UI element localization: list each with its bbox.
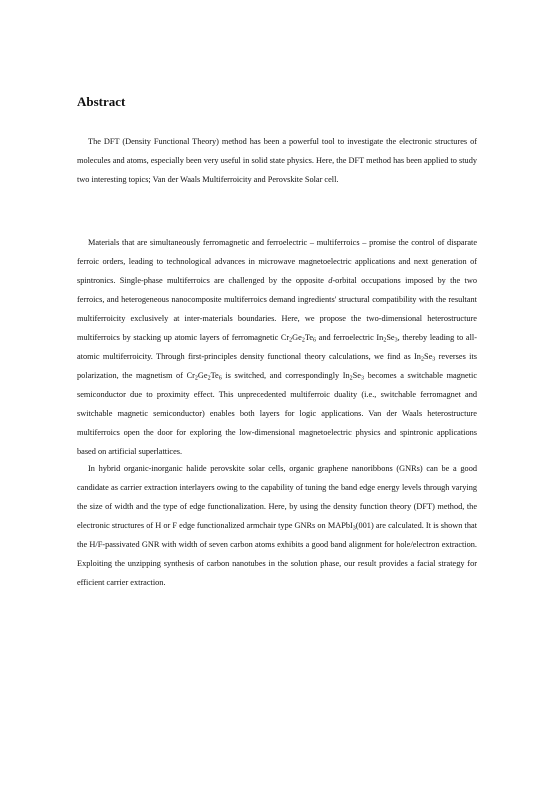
paragraph-multiferroics (77, 233, 477, 461)
text-run: Ge (292, 333, 302, 342)
text-run: (001) are calculated. It is shown that the H/F-passivated GNR with width of seven carbon atoms exhibits a good band alignment for hole/electron extraction. Exploiting the unzipping synthesis of carbon nanotubes in the solution phase, our result provides a facial strategy for efficient carrier extraction. (77, 521, 477, 587)
subscript: 2 (194, 375, 198, 382)
subscript: 2 (301, 337, 305, 344)
text-run: -orbital occupations imposed by the two ferroics, and heterogeneous nanocomposite multiferroics demand ingredients' structural compatibility with the resultant multiferroicity exclusively at inter-materials boundaries. Here, we propose the two-dimensional heterostructure multiferroics by stacking up atomic layers of ferromagnetic Cr (77, 276, 477, 342)
subscript: 6 (218, 375, 222, 382)
text-run: Se (352, 371, 361, 380)
text-run: Te (304, 333, 314, 342)
text-run: The DFT (Density Functional Theory) method has been a powerful tool to investigate the electronic structures of molecules and atoms, especially been very useful in solid state physics. Here, the DFT method has been applied to study two interesting topics; Van der Waals Multiferroicity and Perovskite Solar cell. (77, 137, 477, 184)
text-run: reverses its polarization, the magnetism of Cr (77, 352, 477, 380)
subscript: 2 (420, 356, 424, 363)
text-run: Te (210, 371, 219, 380)
text-run: and ferroelectric In (316, 333, 384, 342)
subscript: 2 (289, 337, 293, 344)
text-run: is switched, and correspondingly In (221, 371, 350, 380)
subscript: 6 (313, 337, 317, 344)
italic-text: d (328, 276, 333, 285)
subscript: 3 (352, 525, 356, 532)
subscript: 2 (207, 375, 211, 382)
paragraph-perovskite (77, 459, 477, 592)
text-run: Se (386, 333, 395, 342)
text-run: In hybrid organic-inorganic halide perovskite solar cells, organic graphene nanoribbons (GNRs) can be a good candidate as carrier extraction interlayers owing to the capability of tuning the band edge energy levels through varying the size of width and the type of edge functionalization. Here, by using the density function theory (DFT) method, the electronic structures of H or F edge functionalized armchair type GNRs on MAPbI (77, 464, 477, 530)
text-run: Se (423, 352, 433, 361)
text-run: becomes a switchable magnetic semiconductor due to proximity effect. This unprecedented multiferroic duality (i.e., switchable ferromagnet and switchable magnetic semiconductor) enables both layers for logic applications. Van der Waals heterostructure multiferroics open the door for exploring the low-dimensional magnetoelectric physics and spintronic applications based on artificial superlattices. (77, 371, 477, 456)
subscript: 2 (383, 337, 387, 344)
subscript: 3 (432, 356, 436, 363)
text-run: , thereby leading to all-atomic multiferroicity. Through first-principles density functional theory calculations, we find as In (77, 333, 477, 361)
subscript: 3 (360, 375, 364, 382)
subscript: 2 (349, 375, 353, 382)
paragraph-dft-intro (77, 132, 477, 189)
subscript: 3 (394, 337, 398, 344)
section-heading: Abstract (77, 94, 126, 109)
text-run: Materials that are simultaneously ferromagnetic and ferroelectric – multiferroics – promise the control of disparate ferroic orders, leading to technological advances in microwave magnetoelectric applications and next generation of spintronics. Single-phase multiferroics are challenged by the opposite (77, 238, 477, 285)
text-run: Ge (197, 371, 208, 380)
